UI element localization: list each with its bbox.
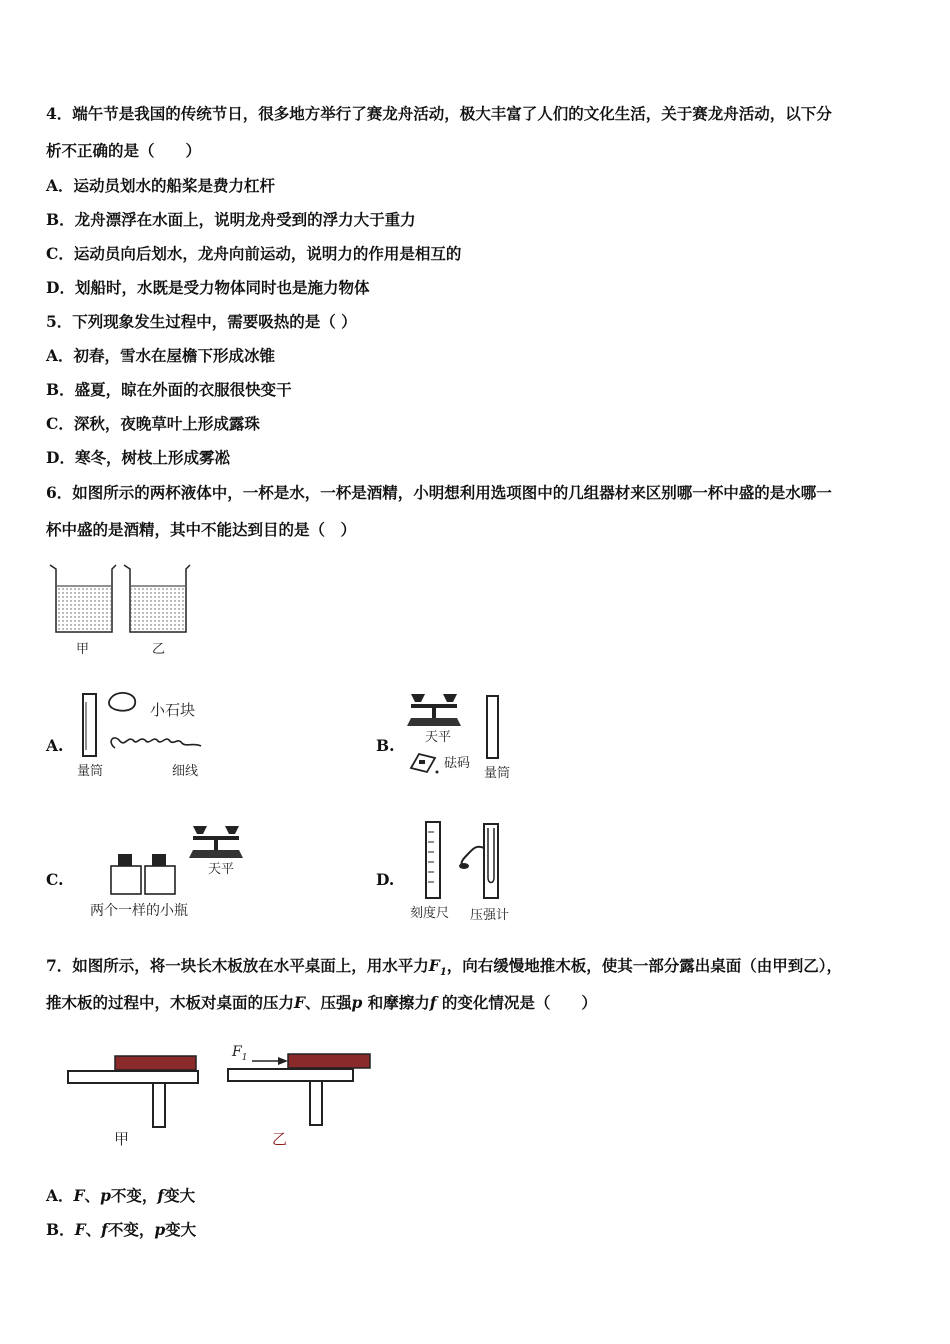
q4-stem-line1: 4．端午节是我国的传统节日，很多地方举行了赛龙舟活动，极大丰富了人们的文化生活，关于赛龙舟活动，以下分 bbox=[46, 104, 832, 123]
balance-scale-icon bbox=[407, 694, 461, 726]
balance-scale-icon bbox=[189, 826, 243, 858]
q6-a-label-thread: 细线 bbox=[172, 764, 199, 779]
q5-option-b: B．盛夏，晾在外面的衣服很快变干 bbox=[46, 380, 292, 399]
q6-stem-line2: 杯中盛的是酒精，其中不能达到目的是（ ） bbox=[46, 520, 357, 539]
q7-symbol-p: p bbox=[351, 993, 363, 1012]
q6-d-label-ruler: 刻度尺 bbox=[410, 906, 450, 921]
pressure-gauge-icon bbox=[459, 824, 498, 898]
beaker-yi bbox=[124, 565, 190, 632]
q7-stem-line1-part-b: ，向右缓慢地推木板，使其一部分露出桌面（由甲到乙）， bbox=[446, 956, 843, 975]
q5-stem: 5．下列现象发生过程中，需要吸热的是（ ） bbox=[46, 312, 357, 331]
beakers-svg bbox=[46, 560, 196, 655]
q6-d-label-gauge: 压强计 bbox=[470, 908, 510, 923]
table-jia bbox=[68, 1071, 198, 1127]
q4-option-d: D．划船时，水既是受力物体同时也是施力物体 bbox=[46, 278, 370, 297]
weights-box-icon bbox=[411, 754, 439, 774]
q4-option-a: A．运动员划水的船桨是费力杠杆 bbox=[46, 176, 276, 195]
graduated-cylinder-icon bbox=[487, 696, 498, 758]
q6-b-label-cylinder: 量筒 bbox=[484, 766, 511, 781]
small-bottle-icon bbox=[145, 854, 175, 894]
q6-option-d-letter: D. bbox=[376, 870, 395, 889]
figure-jia-label: 甲 bbox=[114, 1130, 130, 1148]
q4-option-b: B．龙舟漂浮在水面上，说明龙舟受到的浮力大于重力 bbox=[46, 210, 416, 229]
beaker-jia-label: 甲 bbox=[76, 642, 90, 657]
small-bottle-icon bbox=[111, 854, 141, 894]
table-yi bbox=[228, 1069, 353, 1125]
force-f1-label: $F_1$ bbox=[232, 1044, 248, 1063]
board-yi bbox=[288, 1054, 370, 1068]
q6-b-label-balance: 天平 bbox=[425, 730, 452, 745]
beakers-figure bbox=[46, 560, 196, 655]
q6-b-label-weights: 砝码 bbox=[444, 756, 471, 771]
board-jia bbox=[115, 1056, 196, 1070]
q6-option-c-letter: C. bbox=[46, 870, 64, 889]
ruler-icon bbox=[426, 822, 440, 898]
q7-option-b: B．F、f不变，p变大 bbox=[46, 1220, 197, 1239]
q4-option-c: C．运动员向后划水，龙舟向前运动，说明力的作用是相互的 bbox=[46, 244, 462, 263]
q6-stem-line1: 6．如图所示的两杯液体中，一杯是水，一杯是酒精，小明想利用选项图中的几组器材来区别哪一杯中盛的是水哪一 bbox=[46, 483, 832, 502]
q6-option-d-figure bbox=[410, 818, 520, 902]
beaker-yi-label: 乙 bbox=[152, 642, 166, 657]
q4-stem-line2: 析不正确的是（ ） bbox=[46, 141, 202, 160]
q7-stem-line2: 推木板的过程中，木板对桌面的压力F、压强p 和摩擦力f 的变化情况是（ ） bbox=[46, 993, 597, 1012]
q7-option-a: A．F、p不变，f变大 bbox=[46, 1186, 196, 1205]
board-table-figure bbox=[60, 1040, 380, 1140]
thread-icon bbox=[111, 738, 201, 748]
q7-symbol-F: F bbox=[294, 993, 306, 1012]
figure-yi-label: 乙 bbox=[272, 1130, 288, 1148]
force-arrow-icon bbox=[252, 1057, 288, 1065]
q6-option-b-letter: B. bbox=[376, 736, 395, 755]
q5-option-a: A．初春，雪水在屋檐下形成冰锥 bbox=[46, 346, 276, 365]
q5-option-d: D．寒冬，树枝上形成雾凇 bbox=[46, 448, 230, 467]
q7-symbol-f1: $F_1$ bbox=[428, 956, 447, 979]
small-stone-icon bbox=[109, 693, 135, 711]
q6-c-label-bottles: 两个一样的小瓶 bbox=[90, 903, 188, 919]
beaker-jia bbox=[50, 565, 116, 632]
q7-stem-line1-part-a: 7．如图所示，将一块长木板放在水平桌面上，用水平力 bbox=[46, 956, 429, 975]
q7-symbol-f: f bbox=[429, 993, 437, 1012]
q5-option-c: C．深秋，夜晚草叶上形成露珠 bbox=[46, 414, 260, 433]
q6-a-label-cylinder: 量筒 bbox=[77, 764, 104, 779]
graduated-cylinder-icon bbox=[83, 694, 96, 756]
q6-c-label-balance: 天平 bbox=[208, 862, 235, 877]
q7-stem-line1 bbox=[46, 954, 842, 978]
q6-option-a-letter: A. bbox=[46, 736, 64, 755]
q6-a-label-stone: 小石块 bbox=[150, 701, 196, 719]
